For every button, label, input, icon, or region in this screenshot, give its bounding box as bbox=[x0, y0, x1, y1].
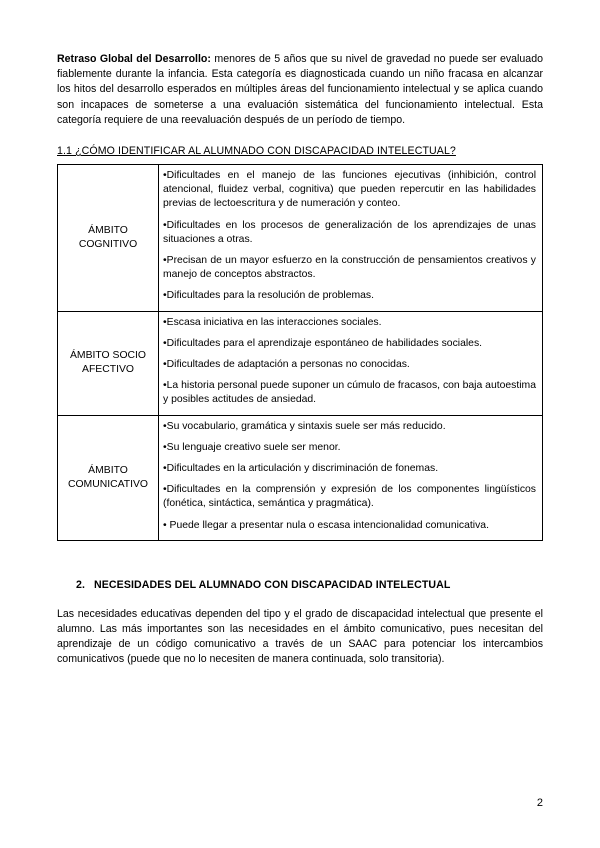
bullet-item: •Escasa iniciativa en las interacciones sociales. bbox=[163, 316, 382, 328]
row-label-cell bbox=[58, 165, 159, 312]
row-content-cell bbox=[159, 165, 543, 312]
row-label-line: COMUNICATIVO bbox=[67, 478, 149, 490]
section-2-heading bbox=[57, 579, 543, 591]
section-1-1-title: 1.1 ¿CÓMO IDENTIFICAR AL ALUMNADO CON DISCAPACIDAD INTELECTUAL? bbox=[57, 145, 456, 158]
bullet-item: •Dificultades para la resolución de problemas. bbox=[163, 290, 374, 302]
bullet-item: •Su lenguaje creativo suele ser menor. bbox=[163, 441, 341, 453]
bullet-item: •Dificultades en la comprensión y expresión de los componentes lingüísticos (fonética, sintáctica, semántica y pragmática). bbox=[163, 484, 536, 510]
row-label-line: ÁMBITO bbox=[88, 224, 128, 236]
table-row bbox=[58, 311, 543, 415]
document-page bbox=[57, 52, 543, 668]
bullet-item: •Dificultades de adaptación a personas no conocidas. bbox=[163, 359, 410, 371]
section-2-number: 2. bbox=[76, 578, 86, 591]
identification-table bbox=[57, 164, 543, 541]
bullet-item: •Su vocabulario, gramática y sintaxis suele ser más reducido. bbox=[163, 420, 446, 432]
row-label-line: AFECTIVO bbox=[82, 364, 134, 376]
bullet-item: •La historia personal puede suponer un cúmulo de fracasos, con baja autoestima y posibles actitudes de ansiedad. bbox=[163, 380, 536, 406]
row-label-line: ÁMBITO SOCIO bbox=[69, 350, 147, 362]
row-content-cell bbox=[159, 415, 543, 540]
section-2-paragraph: Las necesidades educativas dependen del tipo y el grado de discapacidad intelectual que presente el alumno. Las más importantes son las necesidades en el ámbito comunicativo, pues necesitan del aprendizaje de un código comunicativo a través de un SAAC para potenciar los intercambios comunicativos (puede que no lo necesiten de manera continuada, solo transitoria). bbox=[57, 607, 543, 666]
bullet-item: •Dificultades en el manejo de las funciones ejecutivas (inhibición, control atencional, fluidez verbal, cognitiva) que pueden repercutir en las habilidades previas de lectoescritura y de numeración y conteo. bbox=[163, 170, 536, 210]
bullet-item: •Dificultades en los procesos de generalización de los aprendizajes de unas situaciones a otras. bbox=[163, 219, 536, 245]
intro-text: menores de 5 años que su nivel de gravedad no puede ser evaluado fiablemente durante la infancia. Esta categoría es diagnosticada cuando un niño fracasa en alcanzar los hitos del desarrollo esperados en múltiples áreas del funcionamiento intelectual y se aplica cuando son incapaces de someterse a una evaluación sistemática del funcionamiento intelectual. Esta categoría requiere de una reevaluación después de un período de tiempo. bbox=[57, 53, 543, 126]
intro-paragraph bbox=[57, 52, 543, 128]
row-label-cell bbox=[58, 311, 159, 415]
section-2-title: NECESIDADES DEL ALUMNADO CON DISCAPACIDAD INTELECTUAL bbox=[94, 578, 451, 591]
row-label-line: COGNITIVO bbox=[78, 238, 138, 250]
row-content-cell bbox=[159, 311, 543, 415]
bullet-item: •Dificultades en la articulación y discriminación de fonemas. bbox=[163, 463, 439, 475]
page-number: 2 bbox=[536, 797, 543, 809]
bullet-item: • Puede llegar a presentar nula o escasa intencionalidad comunicativa. bbox=[163, 519, 489, 531]
table-row bbox=[58, 415, 543, 540]
table-row bbox=[58, 165, 543, 312]
intro-bold-term: Retraso Global del Desarrollo: bbox=[57, 53, 211, 65]
bullet-item: •Precisan de un mayor esfuerzo en la construcción de pensamientos creativos y manejo de conceptos abstractos. bbox=[163, 255, 536, 281]
row-label-line: ÁMBITO bbox=[88, 464, 128, 476]
row-label-cell bbox=[58, 415, 159, 540]
bullet-item: •Dificultades para el aprendizaje espontáneo de habilidades sociales. bbox=[163, 337, 483, 349]
